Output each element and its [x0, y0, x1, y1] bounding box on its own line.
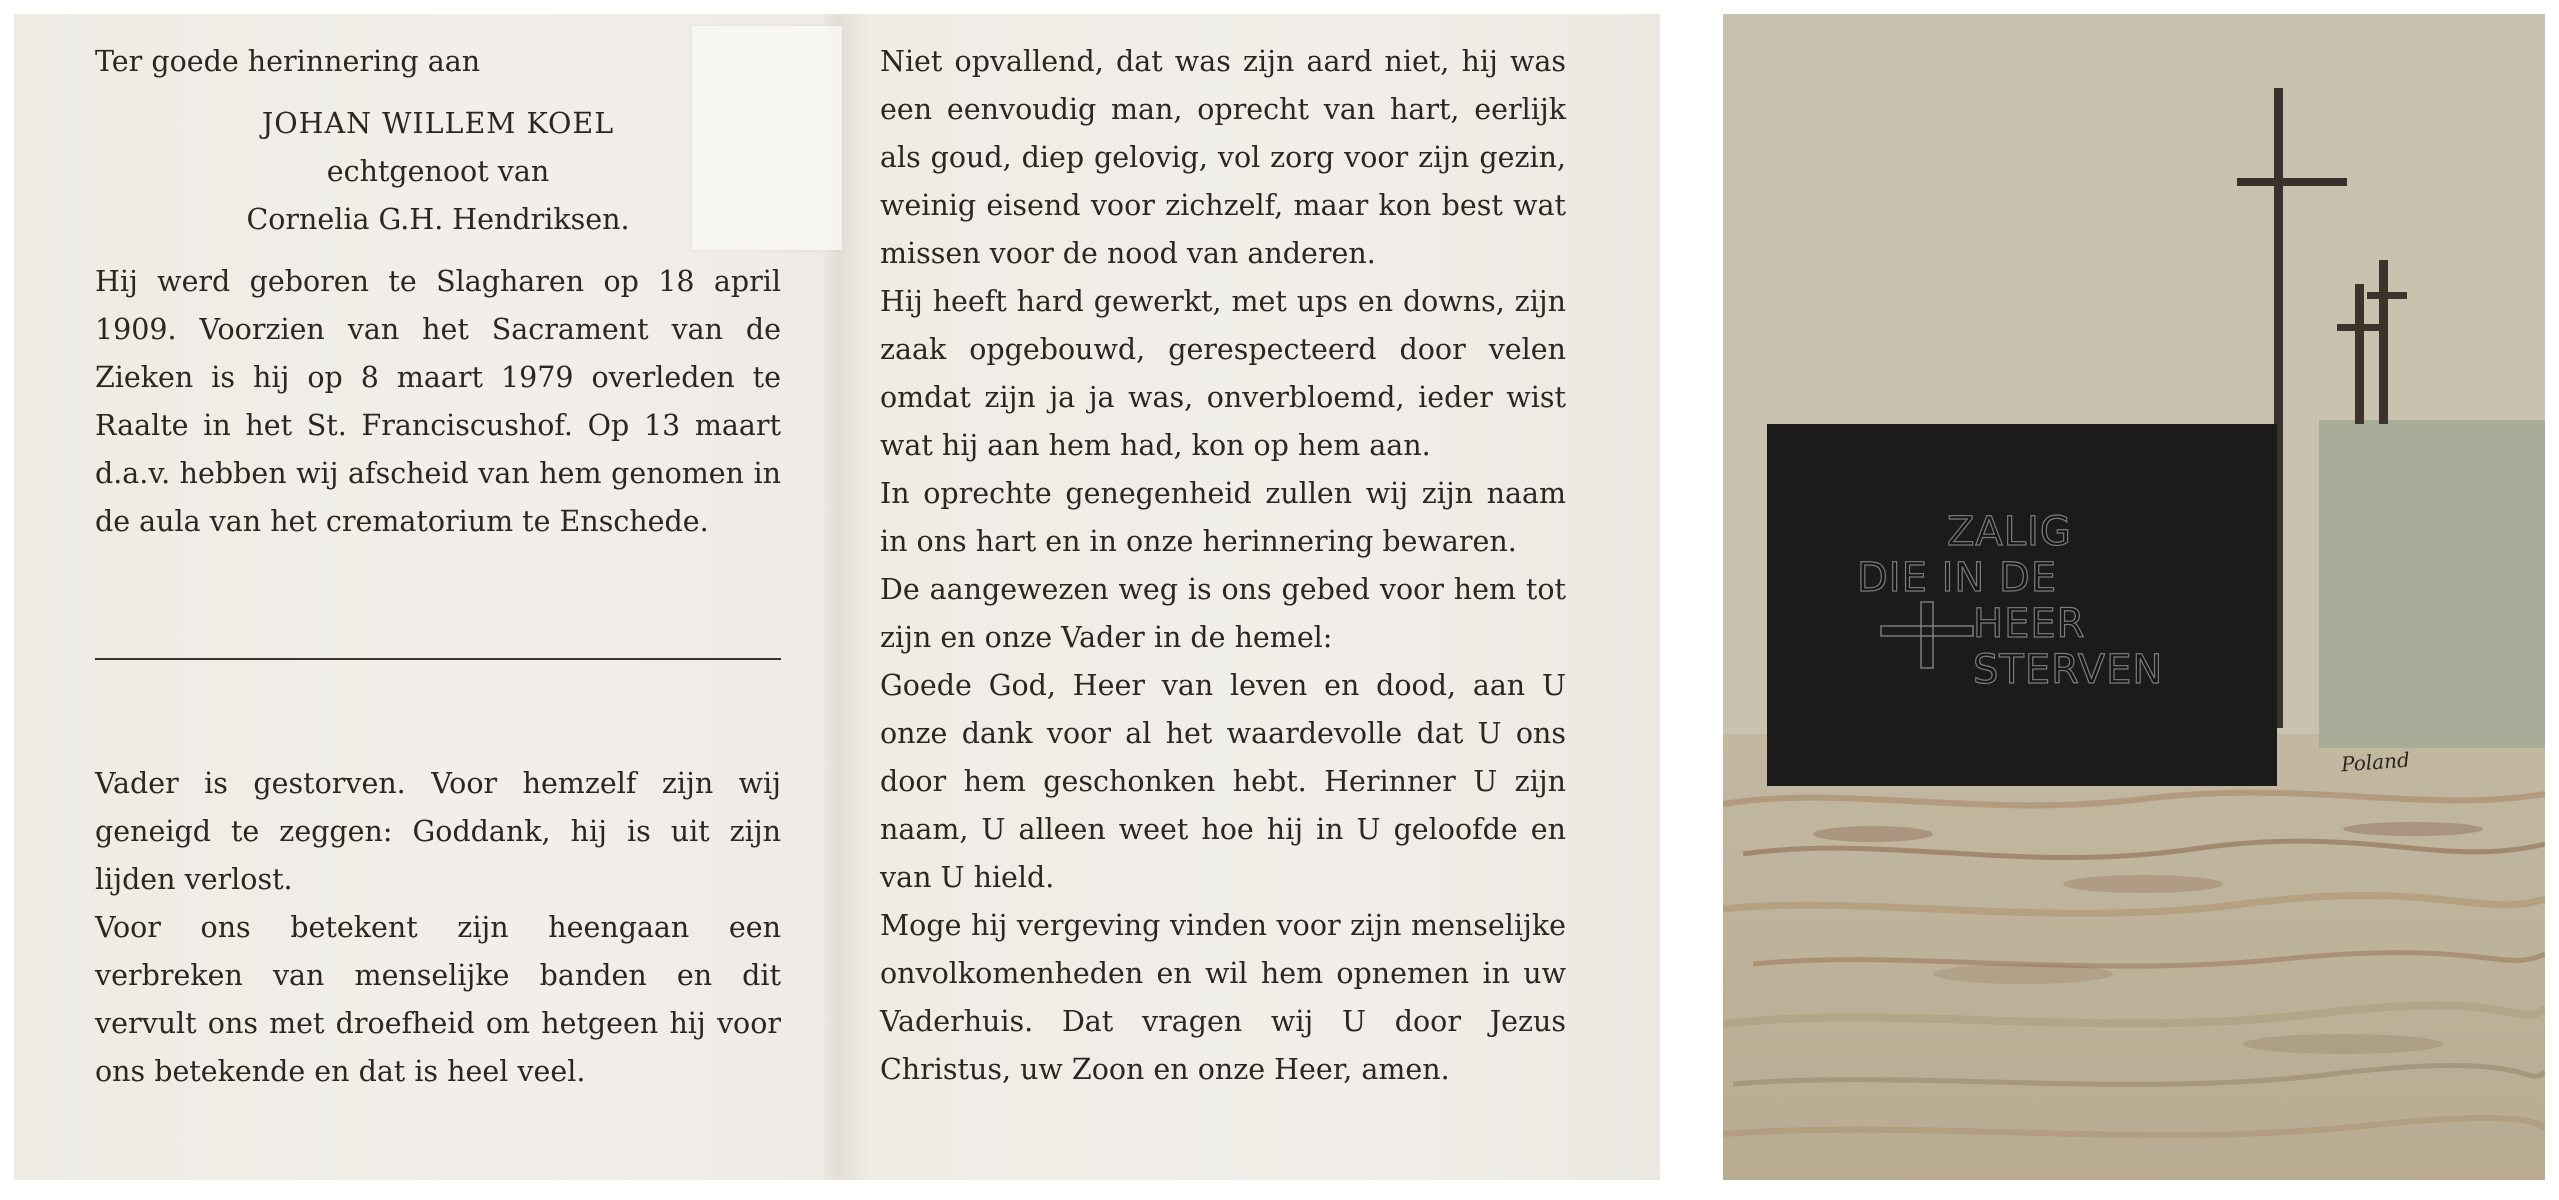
reflection-block [95, 760, 781, 1096]
right-paragraph-3: In oprechte genegenheid zullen wij zijn naam in ons hart en in onze herinnering bewaren. [880, 477, 1566, 558]
reflection-paragraph-2: Voor ons betekent zijn heengaan een verbreken van menselijke banden en dit vervult ons met droefheid om hetgeen hij voor ons betekende en dat is heel veel. [95, 911, 781, 1088]
deceased-name: JOHAN WILLEM KOEL [261, 107, 615, 140]
artist-signature: Poland [2340, 747, 2411, 777]
opening-line: Ter goede herinnering aan [95, 45, 481, 78]
title-line-1: ZALIG [1947, 509, 2072, 555]
right-paragraph-1: Niet opvallend, dat was zijn aard niet, hij was een eenvoudig man, oprecht van hart, eerlijk als goud, diep gelovig, vol zorg voor zijn gezin, weinig eisend voor zichzelf, maar kon best wat missen voor de nood van anderen. [880, 45, 1566, 270]
right-paragraph-5: Goede God, Heer van leven en dood, aan U onze dank voor al het waardevolle dat U ons door hem geschonken hebt. Herinner U zijn naam, U alleen weet hoe hij in U geloofde en van U hield. [880, 669, 1566, 894]
title-line-4: STERVEN [1973, 647, 2164, 693]
biography-paragraph: Hij werd geboren te Slagharen op 18 april 1909. Voorzien van het Sacrament van de Zieken is hij op 8 maart 1979 overleden te Raalte in het St. Franciscushof. Op 13 maart d.a.v. hebben wij afscheid van hem genomen in de aula van het crematorium te Enschede. [95, 265, 781, 538]
right-paragraph-4: De aangewezen weg is ons gebed voor hem tot zijn en onze Vader in de hemel: [880, 573, 1566, 654]
cover-title [1723, 14, 2545, 1180]
right-paragraph-6: Moge hij vergeving vinden voor zijn menselijke onvolkomenheden en wil hem opnemen in uw Vaderhuis. Dat vragen wij U door Jezus Christus, uw Zoon en onze Heer, amen. [880, 909, 1566, 1086]
reflection-paragraph-1: Vader is gestorven. Voor hemzelf zijn wij geneigd te zeggen: Goddank, hij is uit zijn lijden verlost. [95, 767, 781, 896]
name-block [95, 100, 781, 244]
relation-line: echtgenoot van [326, 155, 550, 188]
title-line-2: DIE IN DE [1857, 555, 2058, 601]
right-paragraph-2: Hij heeft hard gewerkt, met ups en downs, zijn zaak opgebouwd, gerespecteerd door velen omdat zijn ja ja was, onverbloemd, ieder wist wat hij aan hem had, kon op hem aan. [880, 285, 1566, 462]
divider-line [95, 658, 781, 660]
right-page-text [880, 38, 1566, 1094]
spouse-name: Cornelia G.H. Hendriksen. [246, 203, 630, 236]
front-cover [1723, 14, 2545, 1180]
title-line-3: HEER [1973, 601, 2086, 647]
inner-card [14, 14, 1660, 1180]
